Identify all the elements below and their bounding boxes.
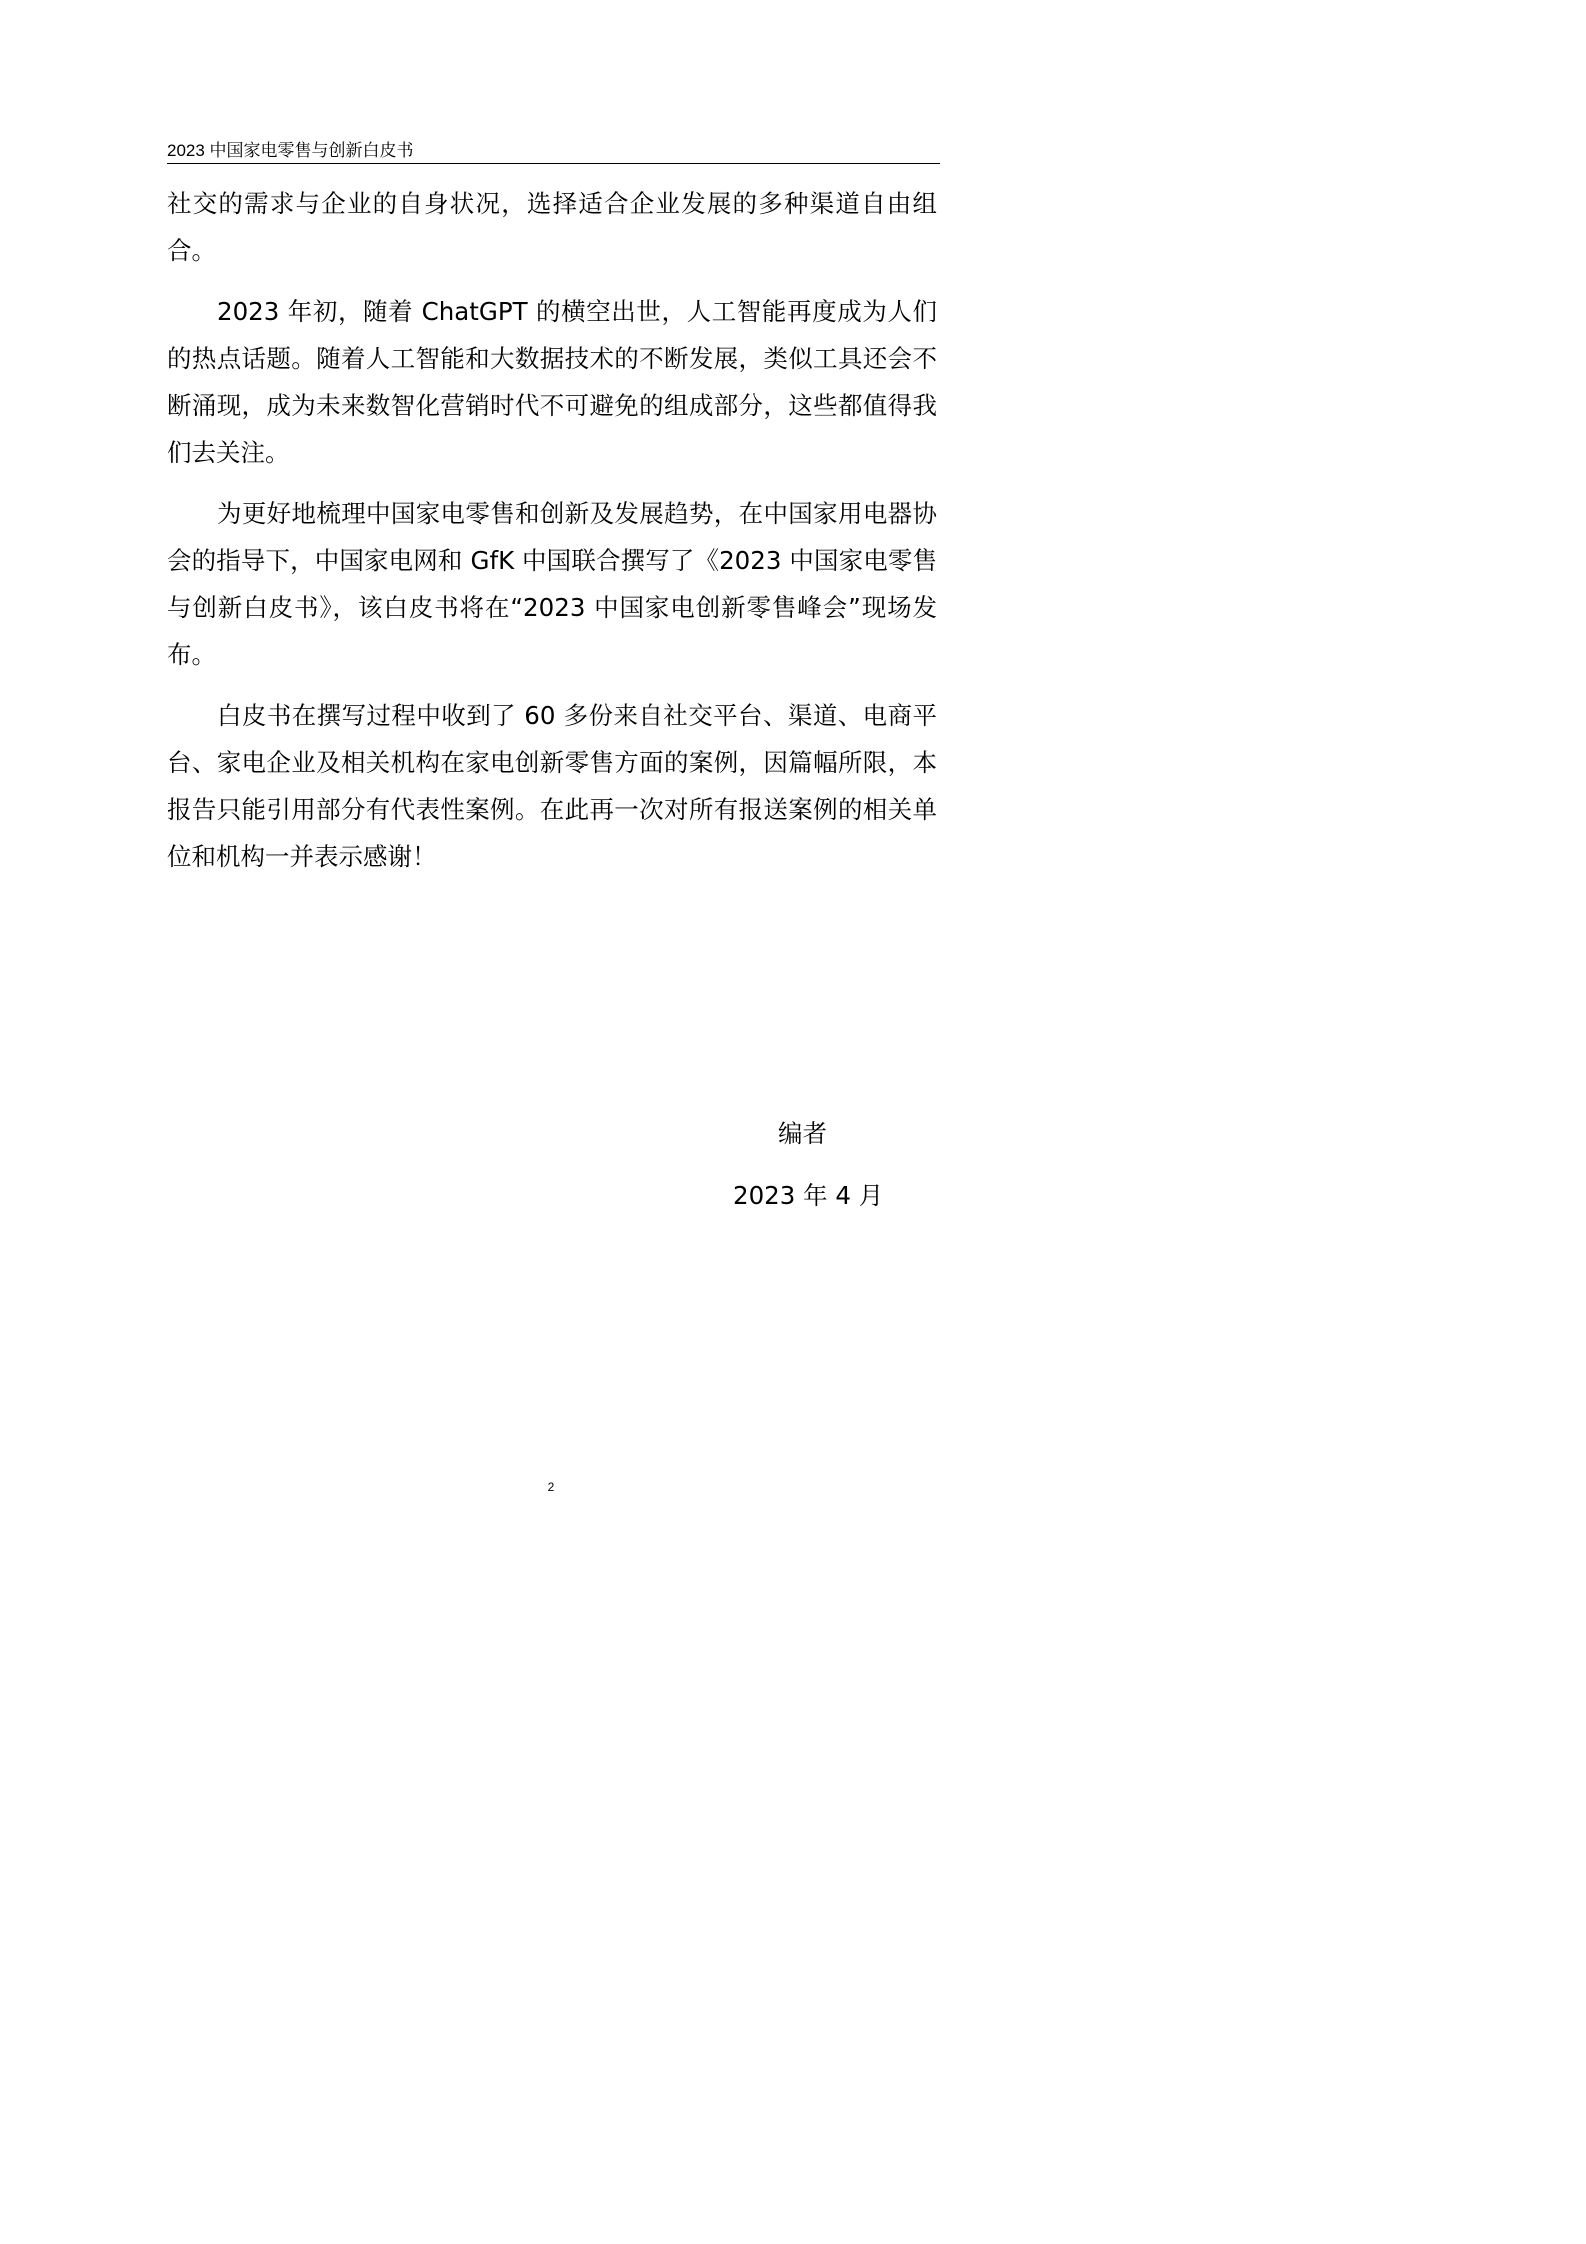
page-number: 2 xyxy=(547,1480,555,1494)
paragraph-whitepaper-purpose: 为更好地梳理中国家电零售和创新及发展趋势，在中国家用电器协会的指导下，中国家电网和 GfK 中国联合撰写了《2023 中国家电零售与创新白皮书》，该白皮书将在“2023 中国家电创新零售峰会”现场发布。 xyxy=(167,499,937,669)
page-header xyxy=(167,139,940,164)
paragraph-acknowledgement: 白皮书在撰写过程中收到了 60 多份来自社交平台、渠道、电商平台、家电企业及相关机构在家电创新零售方面的案例，因篇幅所限，本报告只能引用部分有代表性案例。在此再一次对所有报送案例的相关单位和机构一并表示感谢！ xyxy=(167,701,937,871)
paragraph-chatgpt: 2023 年初，随着 ChatGPT 的横空出世，人工智能再度成为人们的热点话题。随着人工智能和大数据技术的不断发展，类似工具还会不断涌现，成为未来数智化营销时代不可避免的组成部分，这些都值得我们去关注。 xyxy=(167,297,937,467)
document-body xyxy=(167,180,937,894)
header-title: 2023 中国家电零售与创新白皮书 xyxy=(167,141,414,160)
signature-date: 2023 年 4 月 xyxy=(733,1181,884,1210)
signature-author: 编者 xyxy=(778,1119,827,1148)
paragraph-continuation: 社交的需求与企业的自身状况，选择适合企业发展的多种渠道自由组合。 xyxy=(167,189,937,265)
